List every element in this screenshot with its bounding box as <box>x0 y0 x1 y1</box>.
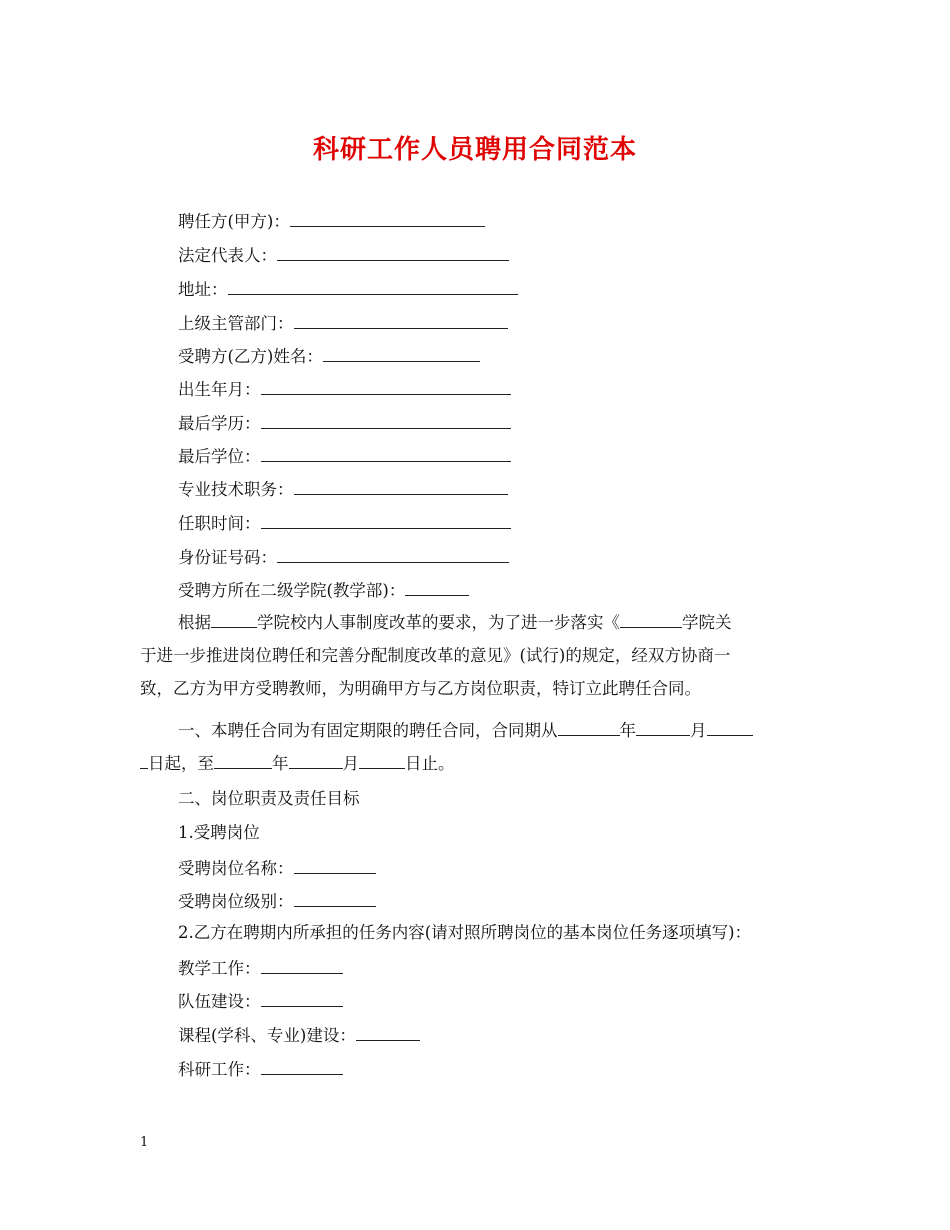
field-label: 任职时间： <box>178 514 261 533</box>
field-employee-name <box>178 343 480 369</box>
item-1-heading: 1.受聘岗位 <box>178 823 260 842</box>
fill-blank[interactable] <box>277 544 509 563</box>
field-post-level <box>178 888 376 914</box>
field-label: 身份证号码： <box>178 548 277 567</box>
fill-blank[interactable] <box>290 208 485 227</box>
field-label: 最后学位： <box>178 447 261 466</box>
field-degree <box>178 443 511 469</box>
fill-blank[interactable] <box>214 750 272 769</box>
field-label: 聘任方(甲方)： <box>178 212 290 231</box>
fill-blank[interactable] <box>261 376 511 395</box>
fill-blank[interactable] <box>261 1056 343 1075</box>
fill-blank[interactable] <box>558 717 620 736</box>
fill-blank[interactable] <box>289 750 343 769</box>
field-research <box>178 1056 343 1082</box>
fill-blank[interactable] <box>405 577 469 596</box>
field-birth <box>178 376 511 402</box>
fill-blank[interactable] <box>294 888 376 907</box>
field-post-name <box>178 855 376 881</box>
fill-blank[interactable] <box>323 343 480 362</box>
fill-blank[interactable] <box>636 717 690 736</box>
field-title <box>178 476 508 502</box>
text-run: 根据 <box>178 613 211 632</box>
fill-blank[interactable] <box>228 276 518 295</box>
term-line-2 <box>140 748 820 781</box>
fill-blank[interactable] <box>707 717 753 736</box>
field-address <box>178 276 518 302</box>
text-run: 年 <box>619 721 636 740</box>
field-education <box>178 410 511 436</box>
field-tenure-time <box>178 510 511 536</box>
term-line-1 <box>140 715 820 748</box>
fill-blank[interactable] <box>261 510 511 529</box>
preamble-line-2: 于进一步推进岗位聘任和完善分配制度改革的意见》(试行)的规定，经双方协商一 <box>140 645 731 665</box>
field-label: 上级主管部门： <box>178 314 294 333</box>
fill-blank[interactable] <box>211 609 257 628</box>
field-college <box>178 577 469 603</box>
fill-blank[interactable] <box>261 955 343 974</box>
field-label: 出生年月： <box>178 380 261 399</box>
field-label: 课程(学科、专业)建设： <box>178 1026 356 1045</box>
field-label: 受聘岗位级别： <box>178 892 294 911</box>
fill-blank[interactable] <box>356 1022 420 1041</box>
text-run: 学院校内人事制度改革的要求，为了进一步落实《 <box>257 613 620 632</box>
section-heading: 二、岗位职责及责任目标 <box>178 789 360 808</box>
preamble-line-1 <box>140 607 820 640</box>
fill-blank[interactable] <box>294 310 508 329</box>
field-team-building <box>178 988 343 1014</box>
field-label: 受聘方所在二级学院(教学部)： <box>178 581 406 600</box>
item-2-heading: 2.乙方在聘期内所承担的任务内容(请对照所聘岗位的基本岗位任务逐项填写)： <box>178 923 752 942</box>
preamble-paragraph <box>140 607 820 705</box>
field-label: 受聘岗位名称： <box>178 859 294 878</box>
field-label: 受聘方(乙方)姓名： <box>178 347 323 366</box>
field-employer <box>178 208 485 234</box>
text-run: 日止。 <box>405 753 455 773</box>
text-run: 学院关 <box>682 613 732 632</box>
field-legal-rep <box>178 242 509 268</box>
fill-blank[interactable] <box>277 242 509 261</box>
field-label: 地址： <box>178 280 228 299</box>
fill-blank[interactable] <box>620 609 682 628</box>
field-label: 专业技术职务： <box>178 480 294 499</box>
fill-blank[interactable] <box>294 476 508 495</box>
fill-blank[interactable] <box>261 410 511 429</box>
contract-term-paragraph <box>140 715 820 781</box>
field-label: 队伍建设： <box>178 992 261 1011</box>
fill-blank[interactable] <box>359 750 405 769</box>
fill-blank[interactable] <box>261 988 343 1007</box>
preamble-line-3: 致，乙方为甲方受聘教师，为明确甲方与乙方岗位职责，特订立此聘任合同。 <box>140 678 701 698</box>
fill-blank[interactable] <box>261 443 511 462</box>
field-id-number <box>178 544 509 570</box>
text-run: 月 <box>342 753 359 773</box>
field-curriculum <box>178 1022 420 1048</box>
text-run: 年 <box>272 753 289 773</box>
field-teaching <box>178 955 343 981</box>
field-label: 教学工作： <box>178 959 261 978</box>
text-run: 月 <box>690 721 707 740</box>
fill-blank[interactable] <box>294 855 376 874</box>
document-title: 科研工作人员聘用合同范本 <box>312 135 637 165</box>
text-run: 日起，至 <box>148 753 214 773</box>
page-number: 1 <box>140 1135 149 1150</box>
field-label: 法定代表人： <box>178 246 277 265</box>
field-supervisor-dept <box>178 310 508 336</box>
fill-blank[interactable] <box>140 750 148 769</box>
field-label: 科研工作： <box>178 1060 261 1079</box>
text-run: 一、本聘任合同为有固定期限的聘任合同，合同期从 <box>178 721 558 740</box>
field-label: 最后学历： <box>178 414 261 433</box>
